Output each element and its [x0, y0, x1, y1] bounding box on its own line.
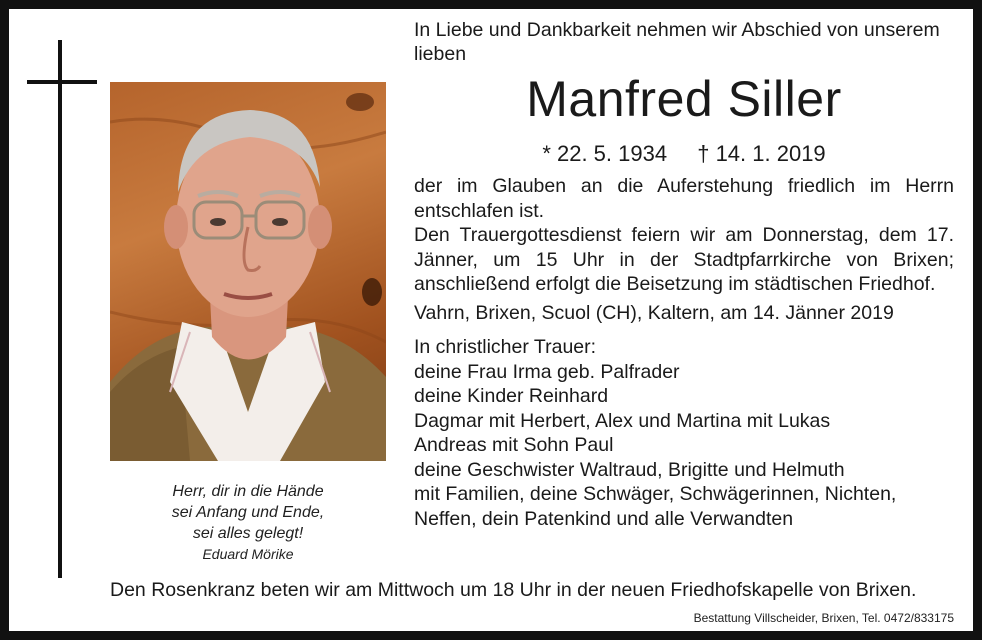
poem-quote — [110, 481, 386, 565]
intro-text: In Liebe und Dankbarkeit nehmen wir Abschied von unserem lieben — [414, 19, 940, 65]
deceased-name: Manfred Siller — [526, 71, 842, 127]
mourner-line: Dagmar mit Herbert, Alex und Martina mit Lukas — [414, 409, 831, 432]
mourner-line: deine Frau Irma geb. Palfrader — [414, 360, 680, 383]
mourner-line: deine Geschwister Waltraud, Brigitte und Helmuth — [414, 458, 845, 481]
mourners-list — [414, 335, 954, 531]
life-dates — [414, 140, 954, 168]
announcement-body — [414, 174, 954, 531]
rosary-notice: Den Rosenkranz beten wir am Mittwoch um 18 Uhr in der neuen Friedhofskapelle von Brixen. — [110, 579, 917, 601]
mourner-line: Neffen, dein Patenkind und alle Verwandten — [414, 507, 794, 530]
mourner-line: Andreas mit Sohn Paul — [414, 434, 614, 456]
quote-line: Herr, dir in die Hände — [172, 483, 324, 500]
place-date: Vahrn, Brixen, Scuol (CH), Kaltern, am 14. Jänner 2019 — [414, 301, 894, 324]
birth-date: * 22. 5. 1934 — [542, 141, 668, 166]
mourner-line: mit Familien, deine Schwäger, Schwägerinnen, Nichten, — [414, 483, 897, 505]
paragraph-faith: der im Glauben an die Auferstehung friedlich im Herrn entschlafen ist. — [414, 175, 954, 222]
cross-icon-horizontal — [27, 80, 97, 84]
portrait-photo — [110, 82, 386, 461]
cross-icon-vertical — [58, 40, 62, 578]
death-date: † 14. 1. 2019 — [697, 141, 826, 166]
portrait-illustration — [110, 82, 386, 461]
mourner-line: In christlicher Trauer: — [414, 336, 597, 358]
paragraph-service: Den Trauergottesdienst feiern wir am Donnerstag, dem 17. Jänner, um 15 Uhr in der Stadtpfarrkirche von Brixen; anschließend erfolgt die Beisetzung im städtischen Friedhof. — [414, 224, 954, 295]
mourner-line: deine Kinder Reinhard — [414, 385, 609, 407]
quote-line: sei alles gelegt! — [192, 525, 304, 542]
funeral-home-credit: Bestattung Villscheider, Brixen, Tel. 0472/833175 — [693, 611, 954, 625]
quote-author: Eduard Mörike — [202, 546, 294, 562]
quote-line: sei Anfang und Ende, — [171, 504, 325, 521]
